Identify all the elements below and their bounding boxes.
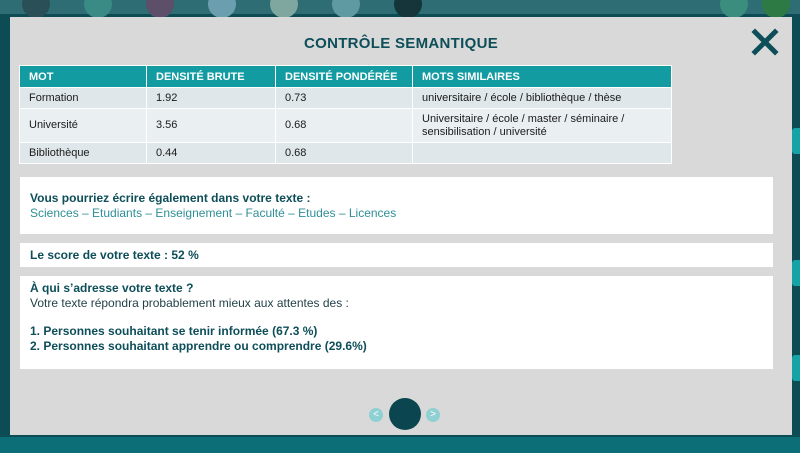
column-header-densite-ponderee: DENSITÉ PONDÉRÉE bbox=[276, 66, 413, 88]
suggestions-card bbox=[20, 177, 773, 234]
background-dot bbox=[332, 0, 360, 18]
column-header-mot: MOT bbox=[20, 66, 147, 88]
background-dot bbox=[84, 0, 112, 18]
cell-raw-density: 0.44 bbox=[147, 143, 276, 164]
background-dot bbox=[394, 0, 422, 18]
modal-title: CONTRÔLE SEMANTIQUE bbox=[303, 35, 499, 52]
suggestions-words: Sciences – Etudiants – Enseignement – Faculté – Etudes – Licences bbox=[30, 206, 397, 220]
suggestions-heading: Vous pourriez écrire également dans votre texte : bbox=[30, 191, 311, 205]
cell-raw-density: 3.56 bbox=[147, 109, 276, 143]
background-bottom-bar bbox=[0, 437, 800, 453]
table-row bbox=[20, 109, 672, 143]
cell-raw-density: 1.92 bbox=[147, 88, 276, 109]
background-dot bbox=[270, 0, 298, 18]
pager-current-page[interactable] bbox=[389, 398, 421, 430]
cell-similar-words: universitaire / école / bibliothèque / thèse bbox=[413, 88, 672, 109]
audience-item: 1. Personnes souhaitant se tenir informée (67.3 %) bbox=[30, 324, 318, 338]
cell-word: Université bbox=[20, 109, 147, 143]
audience-intro: Votre texte répondra probablement mieux aux attentes des : bbox=[30, 296, 349, 310]
score-text: Le score de votre texte : 52 % bbox=[30, 248, 199, 262]
pager bbox=[10, 398, 792, 432]
background-dot bbox=[762, 0, 790, 18]
table-header-row bbox=[20, 66, 672, 88]
cell-weighted-density: 0.73 bbox=[276, 88, 413, 109]
background-dot bbox=[22, 0, 50, 18]
background-dot bbox=[146, 0, 174, 18]
cell-word: Formation bbox=[20, 88, 147, 109]
pager-next-button[interactable]: > bbox=[426, 408, 440, 422]
close-icon[interactable] bbox=[750, 27, 780, 57]
column-header-mots-similaires: MOTS SIMILAIRES bbox=[413, 66, 672, 88]
cell-similar-words bbox=[413, 143, 672, 164]
table-row bbox=[20, 143, 672, 164]
background-dot bbox=[208, 0, 236, 18]
cell-weighted-density: 0.68 bbox=[276, 143, 413, 164]
cell-weighted-density: 0.68 bbox=[276, 109, 413, 143]
audience-item: 2. Personnes souhaitant apprendre ou comprendre (29.6%) bbox=[30, 339, 367, 353]
audience-card bbox=[20, 276, 773, 369]
score-card bbox=[20, 243, 773, 267]
cell-word: Bibliothèque bbox=[20, 143, 147, 164]
column-header-densite-brute: DENSITÉ BRUTE bbox=[147, 66, 276, 88]
semantic-control-modal bbox=[10, 17, 792, 435]
background-toolbar bbox=[0, 0, 800, 14]
background-dot bbox=[720, 0, 748, 18]
table-row bbox=[20, 88, 672, 109]
semantic-table bbox=[19, 65, 672, 164]
audience-heading: À qui s’adresse votre texte ? bbox=[30, 281, 194, 295]
background-side-tab bbox=[792, 128, 800, 154]
pager-prev-button[interactable]: < bbox=[369, 408, 383, 422]
cell-similar-words: Universitaire / école / master / séminaire / sensibilisation / université bbox=[413, 109, 672, 143]
background-side-tab bbox=[792, 260, 800, 286]
background-side-tab bbox=[792, 355, 800, 381]
